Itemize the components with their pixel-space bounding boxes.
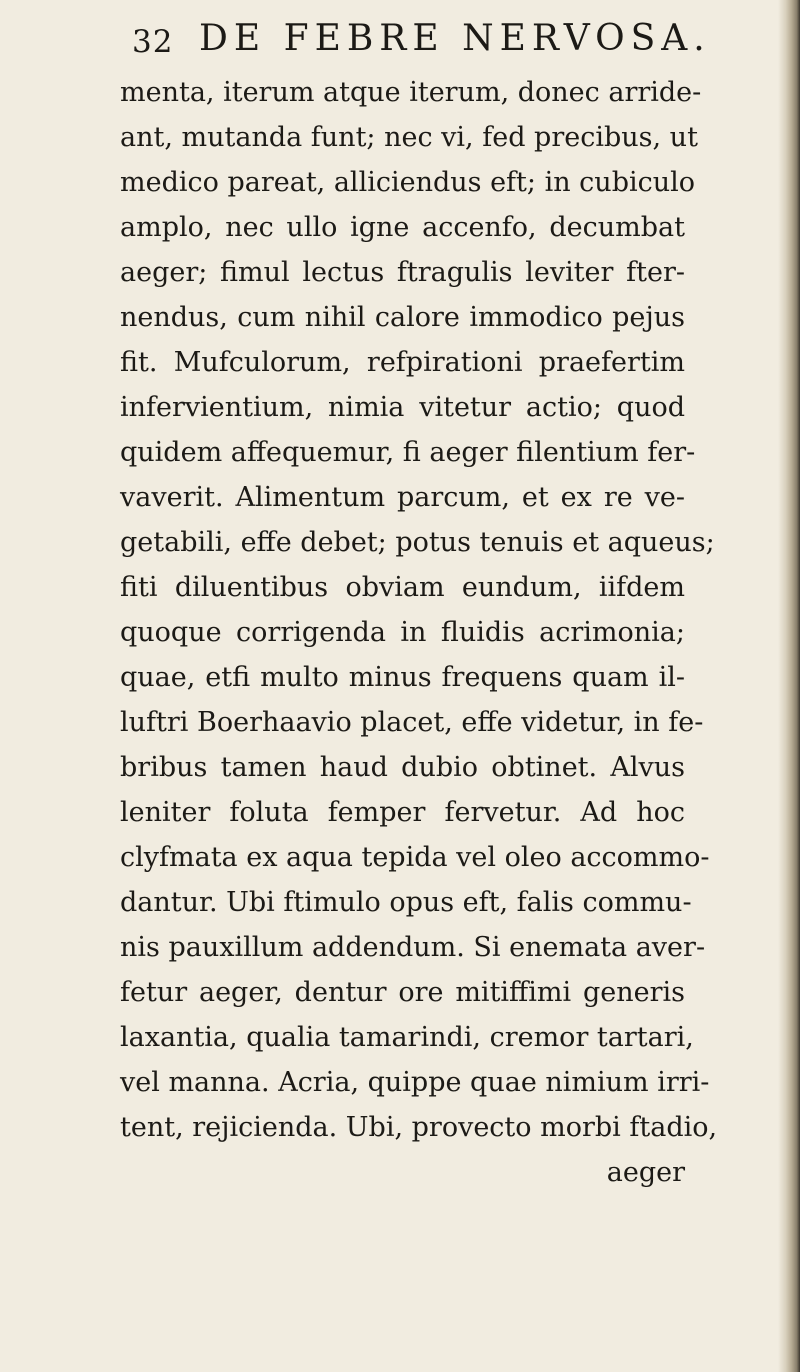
text-line: nis pauxillum addendum. Si enemata aver- bbox=[120, 932, 706, 963]
page-header bbox=[127, 18, 711, 68]
running-head: DE FEBRE NERVOSA. bbox=[199, 18, 711, 59]
text-line: vel manna. Acria, quippe quae nimium irri- bbox=[120, 1067, 710, 1098]
text-line: getabili, effe debet; potus tenuis et aqueus; bbox=[120, 527, 715, 558]
text-line: laxantia, qualia tamarindi, cremor tartari, bbox=[120, 1022, 694, 1053]
text-line: tent, rejicienda. Ubi, provecto morbi ftadio, bbox=[120, 1112, 718, 1143]
text-line: dantur. Ubi ftimulo opus eft, falis commu- bbox=[120, 887, 692, 918]
text-line: medico pareat, alliciendus eft; in cubiculo bbox=[120, 167, 696, 198]
text-line: nendus, cum nihil calore immodico pejus bbox=[120, 302, 685, 333]
text-line: amplo, nec ullo igne accenfo, decumbat bbox=[120, 212, 685, 243]
text-line: aeger; fimul lectus ftragulis leviter fter- bbox=[120, 257, 685, 288]
text-line: ant, mutanda funt; nec vi, fed precibus, ut bbox=[120, 122, 698, 153]
text-line: bribus tamen haud dubio obtinet. Alvus bbox=[120, 752, 685, 783]
text-line: fetur aeger, dentur ore mitiffimi generis bbox=[120, 977, 685, 1008]
body-text bbox=[120, 70, 718, 1195]
page-number: 32 bbox=[132, 24, 174, 60]
text-line: luftri Boerhaavio placet, effe videtur, in fe- bbox=[120, 707, 704, 738]
text-line: fiti diluentibus obviam eundum, iifdem bbox=[120, 572, 685, 603]
text-line: clyfmata ex aqua tepida vel oleo accommo- bbox=[120, 842, 710, 873]
text-line: vaverit. Alimentum parcum, et ex re ve- bbox=[120, 482, 685, 513]
text-line: menta, iterum atque iterum, donec arride- bbox=[120, 77, 702, 108]
catchword: aeger bbox=[606, 1157, 685, 1188]
page-edge-shadow bbox=[778, 0, 800, 1372]
text-line: fit. Mufculorum, refpirationi praefertim bbox=[120, 347, 685, 378]
text-line: infervientium, nimia vitetur actio; quod bbox=[120, 392, 685, 423]
text-line: quoque corrigenda in fluidis acrimonia; bbox=[120, 617, 685, 648]
text-line: quae, etfi multo minus frequens quam il- bbox=[120, 662, 685, 693]
text-line: leniter foluta femper fervetur. Ad hoc bbox=[120, 797, 685, 828]
text-line: quidem affequemur, fi aeger filentium fer- bbox=[120, 437, 696, 468]
